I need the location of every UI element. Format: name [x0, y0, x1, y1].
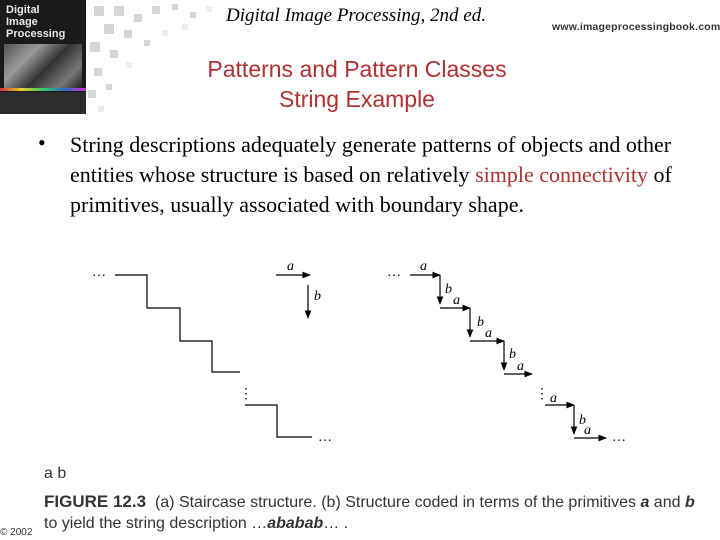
ellipsis-top-left: …	[92, 265, 106, 280]
label-b: b	[445, 282, 452, 297]
caption-text: and	[649, 494, 685, 511]
figure-panel-labels: a b	[44, 465, 67, 482]
cover-stripe	[0, 88, 86, 91]
slide-title-line-1: Patterns and Pattern Classes	[207, 56, 507, 82]
book-title-header: Digital Image Processing, 2nd ed.	[226, 5, 486, 26]
staircase-lower	[245, 405, 312, 437]
cover-art	[4, 44, 82, 88]
copyright-notice: © 2002	[0, 527, 33, 538]
vertical-ellipsis-b: ⋮	[535, 387, 549, 402]
figure-label: FIGURE 12.3	[44, 492, 147, 511]
coded-structure-labels	[387, 259, 626, 445]
label-a: a	[517, 359, 524, 374]
label-a: a	[550, 391, 557, 406]
caption-text: (a) Staircase structure. (b) Structure coded in terms of the primitives	[154, 494, 641, 511]
bullet-icon: •	[38, 130, 46, 155]
bullet-highlight: simple connectivity	[475, 162, 648, 187]
figure-caption	[44, 491, 704, 534]
book-url: www.imageprocessingbook.com	[552, 21, 720, 33]
staircase-upper	[115, 275, 240, 372]
ellipsis-b-end: …	[612, 430, 626, 445]
label-b: b	[579, 413, 586, 428]
label-a: a	[485, 326, 492, 341]
bullet-text-part: String descriptions adequately generate patterns of objects and other entities whose structure is based on relatively	[70, 132, 672, 187]
caption-ellipsis: …	[251, 515, 268, 532]
cover-title-line: Processing	[6, 28, 66, 40]
slide-title	[150, 54, 564, 114]
coded-structure-diagram	[410, 275, 606, 438]
primitive-a-label: a	[287, 259, 294, 274]
book-cover-title	[6, 4, 65, 40]
label-b: b	[477, 315, 484, 330]
ellipsis-b-start: …	[387, 265, 401, 280]
label-b: b	[509, 347, 516, 362]
vertical-ellipsis-a: ⋮	[239, 387, 253, 402]
caption-primitive-b: b	[684, 494, 695, 511]
cover-band	[0, 92, 86, 114]
caption-primitive-a: a	[640, 494, 650, 511]
primitive-b-label: b	[314, 289, 321, 304]
caption-ellipsis: … .	[323, 515, 349, 532]
label-a: a	[420, 259, 427, 274]
slide-title-line-2: String Example	[279, 86, 435, 112]
figure-diagrams	[0, 250, 720, 460]
bullet-text	[70, 130, 710, 220]
bullet-text-part: of primitives, usually associated with boundary shape.	[70, 162, 672, 217]
primitives-diagram	[276, 259, 321, 318]
cover-title-line: Digital	[6, 4, 40, 16]
label-a: a	[584, 423, 591, 438]
caption-string: ababab	[267, 515, 324, 532]
ellipsis-bottom-right: …	[318, 430, 332, 445]
caption-text: to yield the string description	[44, 515, 252, 532]
book-cover-image	[0, 0, 86, 114]
staircase-diagram	[92, 265, 332, 445]
cover-title-line: Image	[6, 16, 38, 28]
label-a: a	[453, 293, 460, 308]
